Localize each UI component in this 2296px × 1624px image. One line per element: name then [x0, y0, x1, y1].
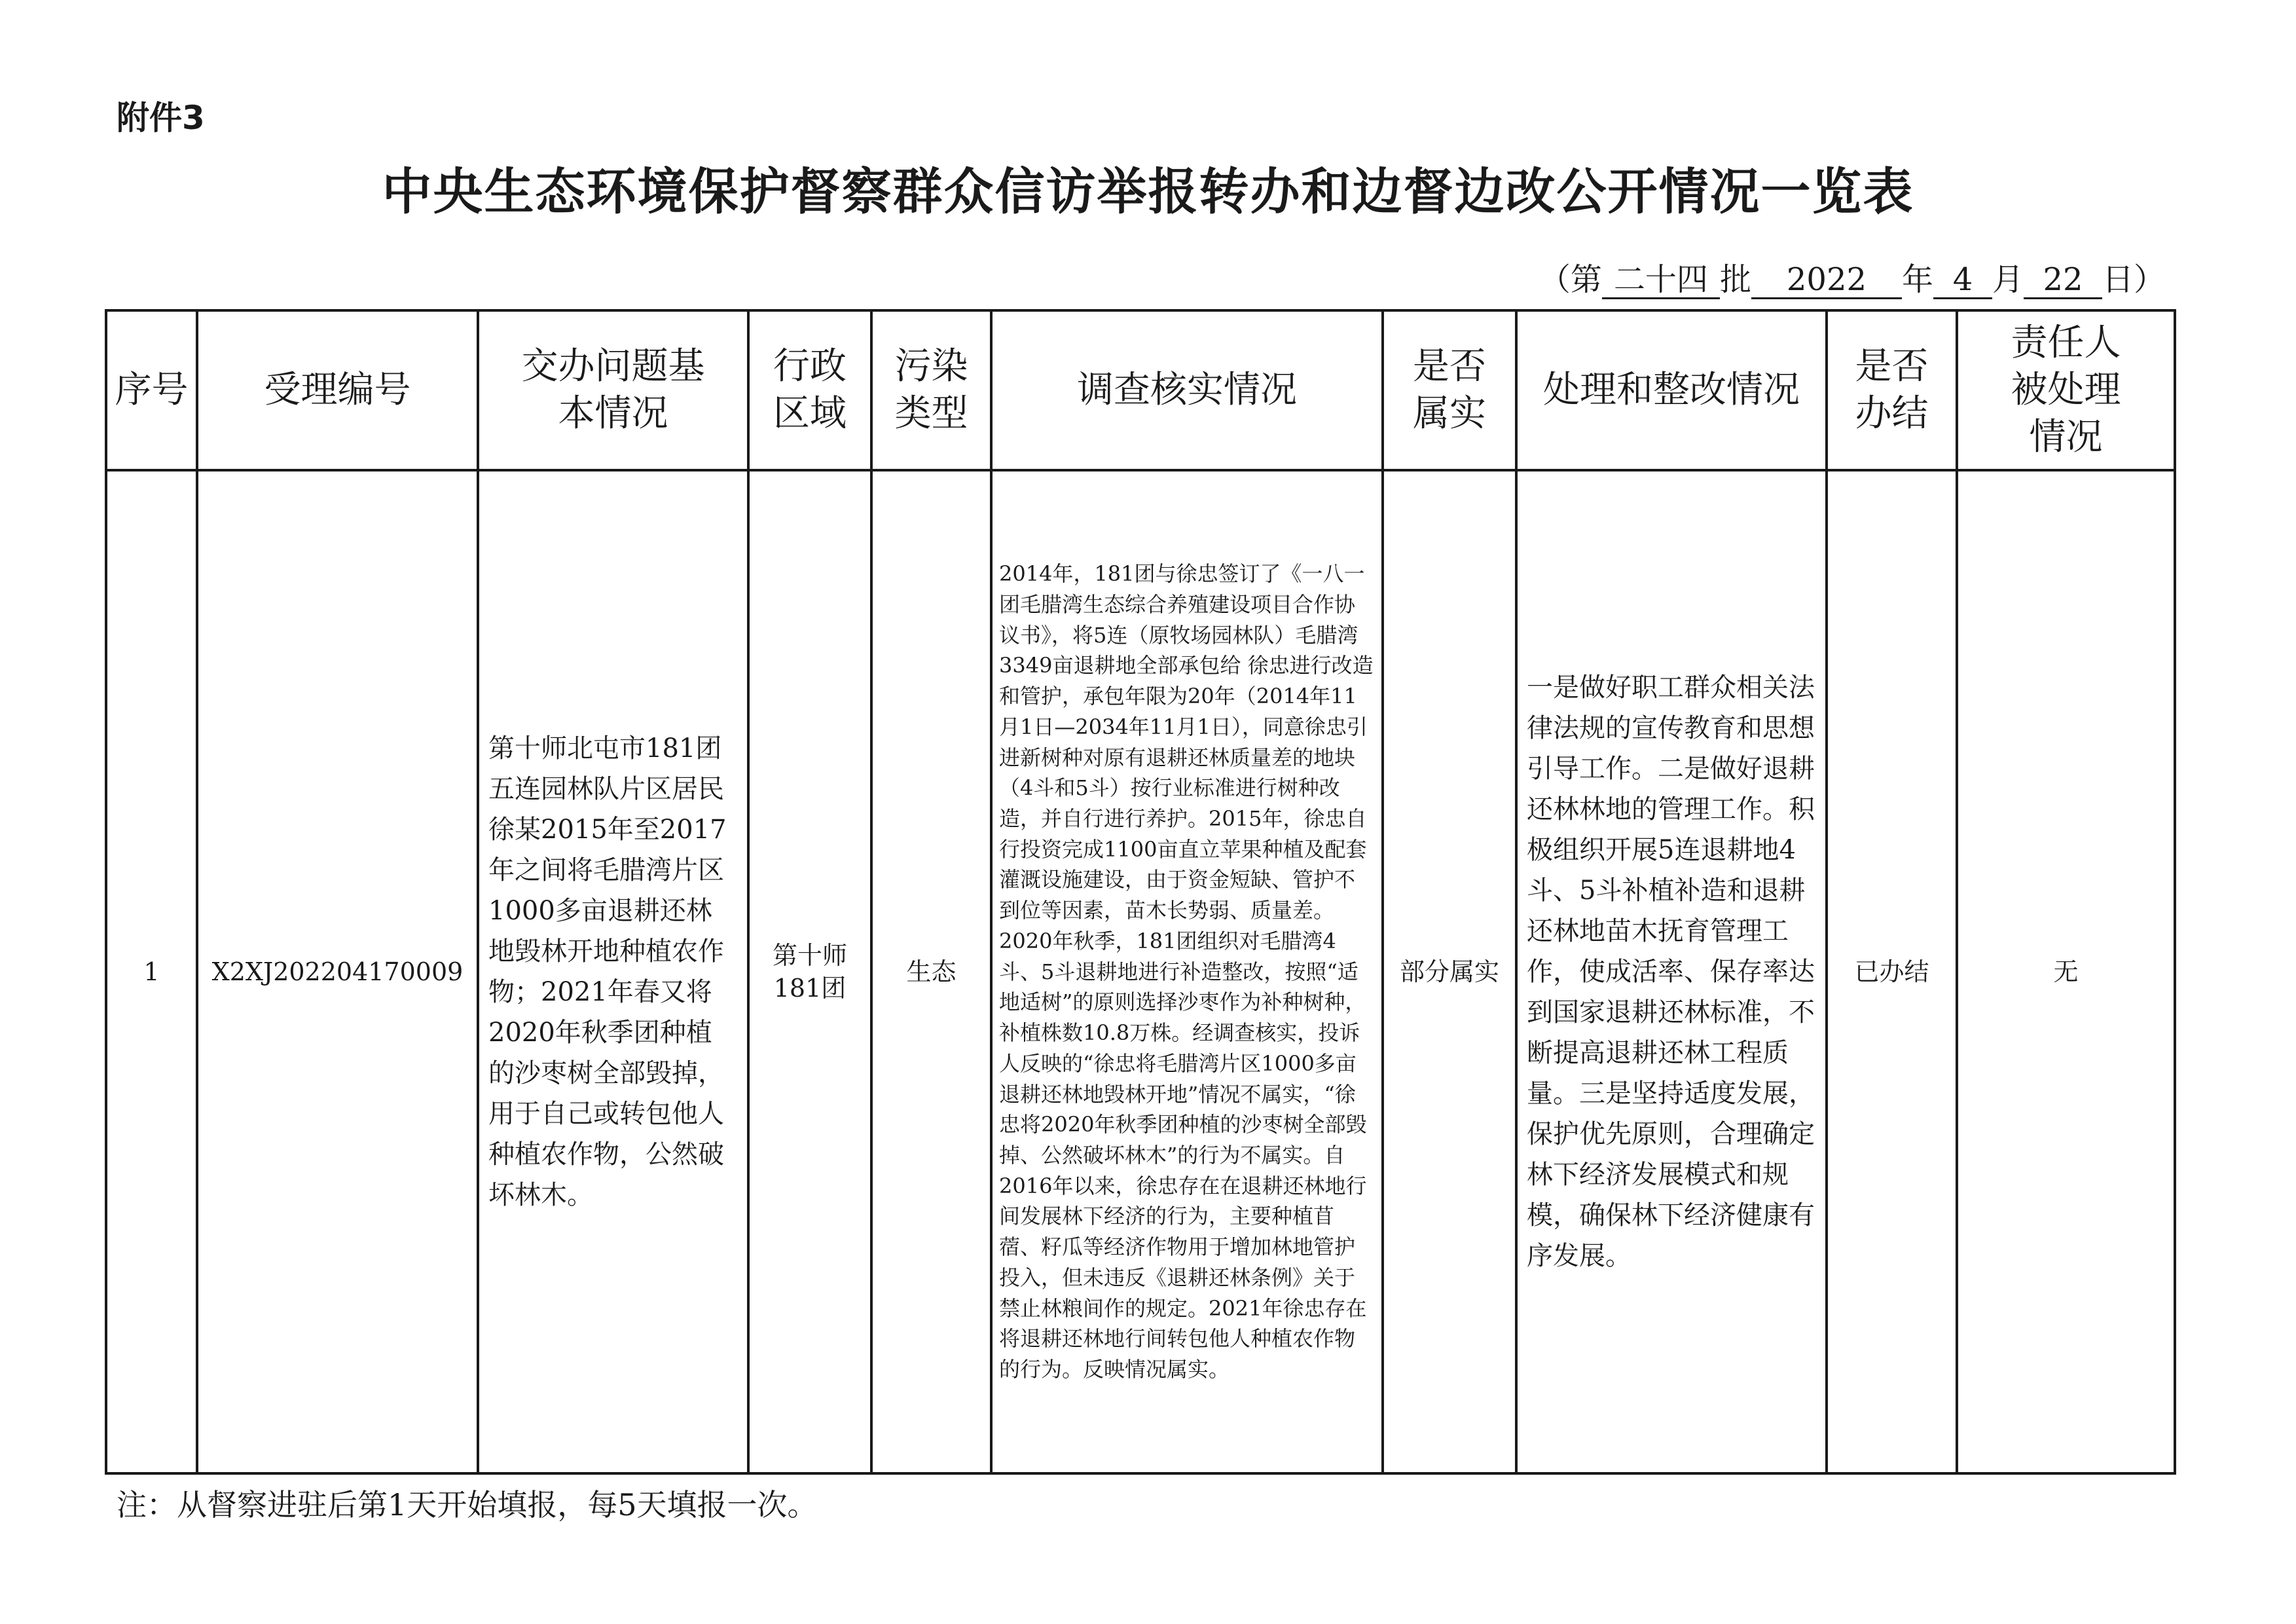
attachment-label: 附件3 — [117, 99, 205, 137]
batch-month-label: 月 — [1992, 261, 2024, 298]
cell-region — [748, 470, 871, 1473]
header-seq: 序号 — [106, 310, 197, 470]
header-pollution-type-text: 污染类型 — [894, 345, 968, 435]
cell-handling: 一是做好职工群众相关法律法规的宣传教育和思想引导工作。二是做好退耕还林林地的管理工作。积极组织开展5连退耕地4斗、5斗补植补造和退耕还林地苗木抚育管理工作，使成活率、保存率达到国家退耕还林标准，不断提高退耕还林工程质量。三是坚持适度发展，保护优先原则，合理确定林下经济发展模式和规模，确保林下经济健康有序发展。 — [1516, 470, 1827, 1473]
batch-info — [1539, 254, 2165, 299]
header-closed — [1827, 310, 1957, 470]
header-receipt-no: 受理编号 — [197, 310, 478, 470]
cell-pollution-type: 生态 — [871, 470, 991, 1473]
batch-number: 二十四 — [1602, 263, 1720, 299]
header-pollution-type — [871, 310, 991, 470]
header-accountability — [1957, 310, 2175, 470]
header-investigation: 调查核实情况 — [991, 310, 1383, 470]
report-table — [105, 309, 2176, 1475]
cell-seq: 1 — [106, 470, 197, 1473]
batch-day-label: 日） — [2102, 261, 2165, 298]
cell-closed: 已办结 — [1827, 470, 1957, 1473]
footnote: 注：从督察进驻后第1天开始填报，每5天填报一次。 — [117, 1487, 818, 1522]
batch-label: 批 — [1719, 261, 1751, 298]
header-region — [748, 310, 871, 470]
batch-day: 22 — [2024, 263, 2102, 299]
cell-region-text: 第十师181团 — [772, 940, 847, 1003]
header-closed-text: 是否办结 — [1855, 345, 1929, 435]
cell-receipt-no: X2XJ202204170009 — [197, 470, 478, 1473]
cell-verified: 部分属实 — [1383, 470, 1516, 1473]
batch-month: 4 — [1933, 263, 1992, 299]
header-handling: 处理和整改情况 — [1516, 310, 1827, 470]
header-accountability-text: 责任人被处理情况 — [2011, 322, 2121, 458]
batch-year: 2022 — [1751, 263, 1902, 299]
header-issue — [478, 310, 748, 470]
cell-issue: 第十师北屯市181团五连园林队片区居民徐某2015年至2017年之间将毛腊湾片区1000多亩退耕还林地毁林开地种植农作物；2021年春又将2020年秋季团种植的沙枣树全部毁掉，用于自己或转包他人种植农作物，公然破坏林木。 — [478, 470, 748, 1473]
batch-prefix: （第 — [1539, 261, 1602, 298]
batch-year-label: 年 — [1901, 261, 1933, 298]
table-row — [106, 470, 2175, 1473]
document-title: 中央生态环境保护督察群众信访举报转办和边督边改公开情况一览表 — [382, 162, 1914, 221]
table-header-row — [106, 310, 2175, 470]
cell-accountability: 无 — [1957, 470, 2175, 1473]
header-verified — [1383, 310, 1516, 470]
header-region-text: 行政区域 — [773, 345, 847, 435]
cell-investigation: 2014年，181团与徐忠签订了《一八一团毛腊湾生态综合养殖建设项目合作协议书》，将5连（原牧场园林队）毛腊湾3349亩退耕地全部承包给 徐忠进行改造和管护，承包年限为20年（2014年11月1日—2034年11月1日），同意徐忠引进新树种对原有退耕还林质量差的地块（4斗和5斗）按行业标准进行树种改造，并自行进行养护。2015年，徐忠自行投资完成1100亩直立苹果种植及配套灌溉设施建设，由于资金短缺、管护不到位等因素，苗木长势弱、质量差。2020年秋季，181团组织对毛腊湾4斗、5斗退耕地进行补造整改，按照“适地适树”的原则选择沙枣作为补种树种，补植株数10.8万株。经调查核实，投诉人反映的“徐忠将毛腊湾片区1000多亩退耕还林地毁林开地”情况不属实，“徐忠将2020年秋季团种植的沙枣树全部毁掉、公然破坏林木”的行为不属实。自2016年以来，徐忠存在在退耕还林地行间发展林下经济的行为，主要种植苜蓿、籽瓜等经济作物用于增加林地管护投入，但未违反《退耕还林条例》关于禁止林粮间作的规定。2021年徐忠存在将退耕还林地行间转包他人种植农作物的行为。反映情况属实。 — [991, 470, 1383, 1473]
header-verified-text: 是否属实 — [1413, 345, 1486, 435]
header-issue-text: 交办问题基本情况 — [521, 345, 705, 435]
